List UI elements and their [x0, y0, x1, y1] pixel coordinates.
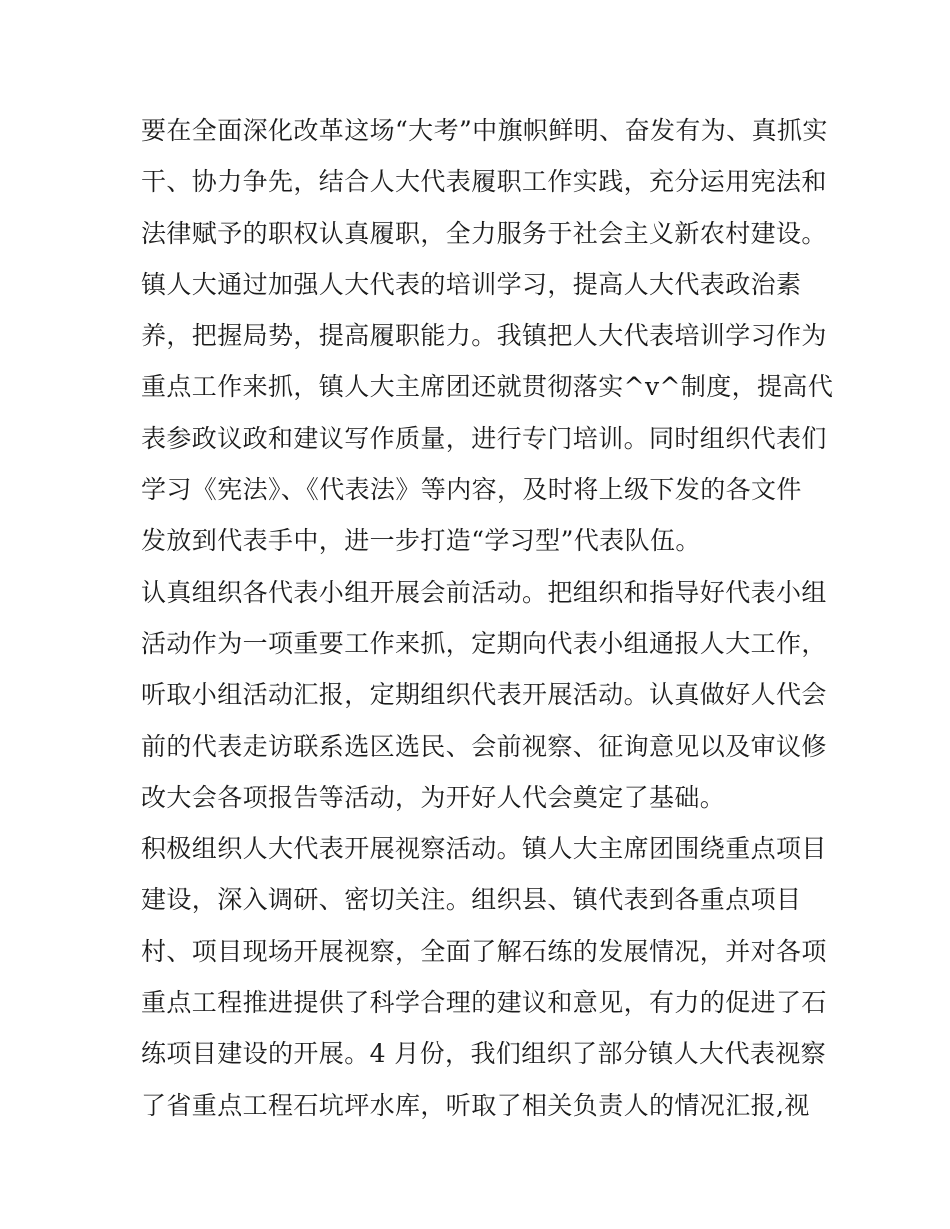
body-text — [141, 105, 834, 1131]
text-line: 积极组织人大代表开展视察活动。镇人大主席团围绕重点项目 — [141, 834, 827, 864]
text-line: 学习《宪法》、《代表法》等内容，及时将上级下发的各文件 — [141, 475, 802, 505]
text-line: 重点工作来抓，镇人大主席团还就贯彻落实^v^制度，提高代 — [141, 372, 834, 402]
text-line: 干、协力争先，结合人大代表履职工作实践，充分运用宪法和 — [141, 167, 827, 197]
text-line: 养，把握局势，提高履职能力。我镇把人大代表培训学习作为 — [141, 321, 827, 351]
text-line: 听取小组活动汇报，定期组织代表开展活动。认真做好人代会 — [141, 680, 827, 710]
text-line: 认真组织各代表小组开展会前活动。把组织和指导好代表小组 — [141, 577, 827, 607]
text-line: 重点工程推进提供了科学合理的建议和意见，有力的促进了石 — [141, 988, 827, 1018]
text-line: 法律赋予的职权认真履职，全力服务于社会主义新农村建设。 — [141, 218, 827, 248]
text-line: 改大会各项报告等活动，为开好人代会奠定了基础。 — [141, 782, 726, 812]
text-line: 建设，深入调研、密切关注。组织县、镇代表到各重点项目 — [141, 885, 802, 915]
text-line: 活动作为一项重要工作来抓，定期向代表小组通报人大工作， — [141, 628, 827, 658]
text-line: 了省重点工程石坑坪水库，听取了相关负责人的情况汇报,视 — [141, 1090, 810, 1120]
text-line: 镇人大通过加强人大代表的培训学习，提高人大代表政治素 — [141, 269, 802, 299]
text-line: 前的代表走访联系选区选民、会前视察、征询意见以及审议修 — [141, 731, 827, 761]
text-line: 要在全面深化改革这场“大考”中旗帜鲜明、奋发有为、真抓实 — [141, 116, 828, 145]
text-line: 村、项目现场开展视察，全面了解石练的发展情况，并对各项 — [141, 936, 827, 966]
text-line: 表参政议政和建议写作质量，进行专门培训。同时组织代表们 — [141, 423, 827, 453]
text-line: 练项目建设的开展。4 月份，我们组织了部分镇人大代表视察 — [141, 1039, 827, 1069]
text-line: 发放到代表手中，进一步打造“学习型”代表队伍。 — [141, 526, 701, 556]
